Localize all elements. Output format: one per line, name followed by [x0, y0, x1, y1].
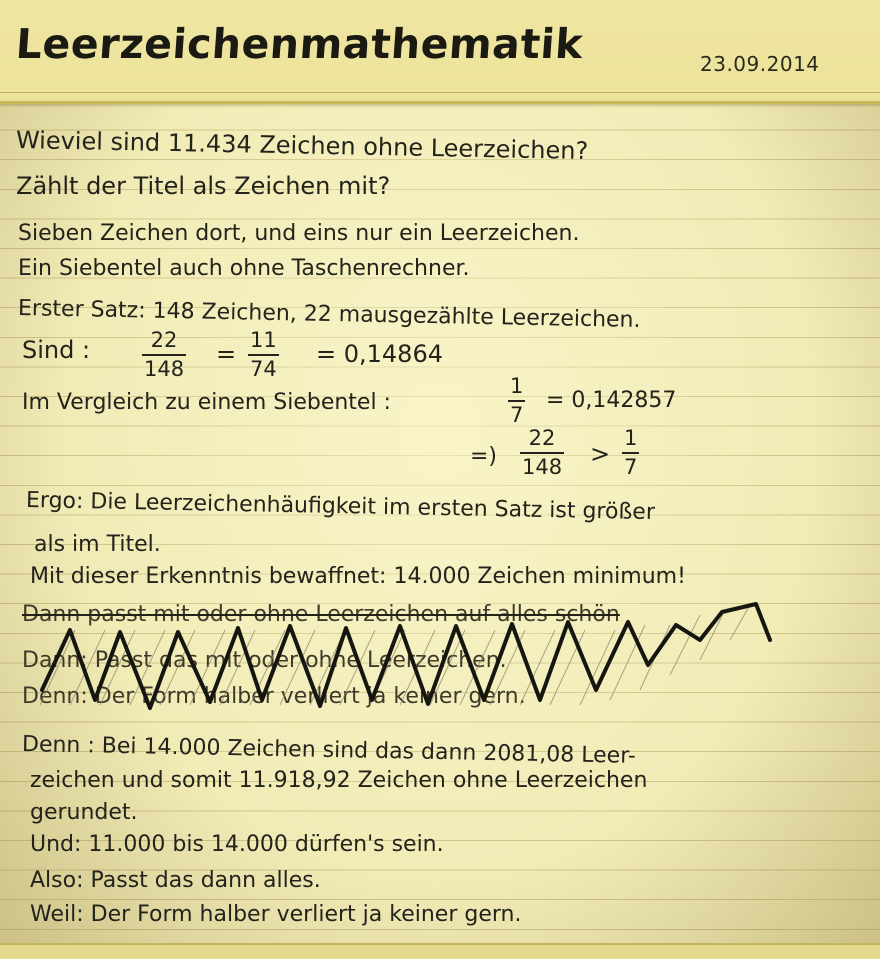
fraction-denominator: 7 — [510, 403, 524, 427]
implies-arrow: =) — [470, 444, 498, 469]
note-line-1: Wieviel sind 11.434 Zeichen ohne Leerzeichen? — [15, 126, 589, 165]
struck-line-2: Dann: Passt das mit oder ohne Leerzeichen. — [22, 648, 507, 673]
greater-than-sign: > — [590, 440, 611, 468]
denn-line-1: Denn : Bei 14.000 Zeichen sind das dann 2081,08 Leer- — [21, 732, 637, 769]
struck-line-3: Denn: Der Form halber verliert ja keiner gern. — [22, 684, 526, 709]
vergleich-line: Im Vergleich zu einem Siebentel : — [22, 390, 391, 415]
fraction-numerator: 11 — [250, 328, 277, 352]
denn-line-3: gerundet. — [30, 800, 138, 825]
weil-line: Weil: Der Form halber verliert ja keiner gern. — [30, 902, 522, 927]
header-band — [0, 0, 880, 104]
fraction-denominator: 148 — [522, 455, 563, 479]
note-line-5: Erster Satz: 148 Zeichen, 22 mausgezählte Leerzeichen. — [17, 296, 641, 333]
ergo-line-2: als im Titel. — [34, 532, 161, 557]
result-value-2: = 0,142857 — [546, 388, 677, 413]
page-title: Leerzeichenmathematik — [14, 20, 585, 68]
fraction-denominator: 7 — [624, 455, 638, 479]
bottom-edge — [0, 943, 880, 959]
fraction-denominator: 74 — [250, 357, 277, 381]
note-line-3: Sieben Zeichen dort, und eins nur ein Leerzeichen. — [18, 221, 580, 246]
fraction-denominator: 148 — [144, 357, 185, 381]
note-line-4: Ein Siebentel auch ohne Taschenrechner. — [18, 256, 470, 281]
fraction-1-7 — [508, 376, 525, 426]
denn-line-2: zeichen und somit 11.918,92 Zeichen ohne Leerzeichen — [30, 768, 648, 793]
ergo-line: Ergo: Die Leerzeichenhäufigkeit im ersten Satz ist größer — [25, 488, 656, 526]
und-line: Und: 11.000 bis 14.000 dürfen's sein. — [30, 832, 444, 857]
fraction-numerator: 22 — [528, 426, 556, 450]
fraction-numerator: 1 — [510, 374, 524, 398]
fraction-22-148-compare — [520, 428, 564, 478]
page-date: 23.09.2014 — [700, 52, 820, 76]
fraction-22-148 — [142, 330, 186, 380]
fraction-11-74 — [248, 330, 279, 380]
result-value-1: = 0,14864 — [316, 340, 443, 368]
equals-sign: = — [216, 340, 237, 368]
sind-label: Sind : — [22, 336, 91, 364]
note-line-2: Zählt der Titel als Zeichen mit? — [16, 172, 391, 200]
struck-line-1: Dann passt mit oder ohne Leerzeichen auf alles schön — [22, 602, 620, 627]
fraction-1-7-compare — [622, 428, 639, 478]
mit-line: Mit dieser Erkenntnis bewaffnet: 14.000 Zeichen minimum! — [30, 564, 686, 589]
fraction-numerator: 22 — [150, 328, 178, 352]
also-line: Also: Passt das dann alles. — [30, 868, 321, 893]
fraction-numerator: 1 — [624, 426, 638, 450]
